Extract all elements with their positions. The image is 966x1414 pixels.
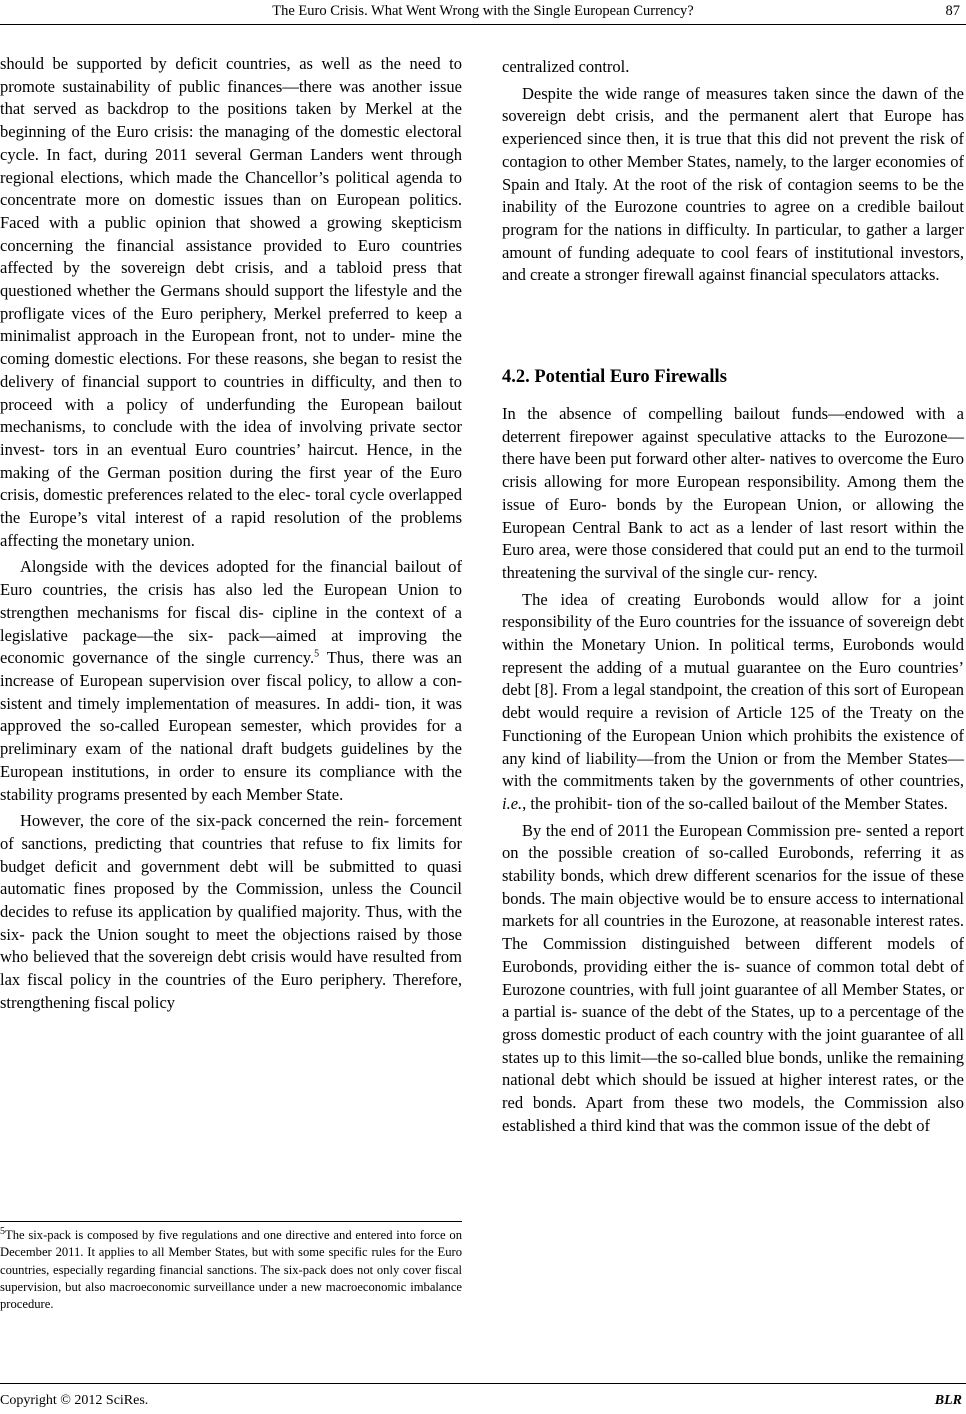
paragraph-text: , the prohibit- tion of the so-called bailout of the Member States. (522, 793, 948, 813)
left-column (0, 53, 462, 1015)
footnote (0, 1227, 462, 1313)
paragraph: By the end of 2011 the European Commission pre- sented a report on the possible creation of so-called Eurobonds, referring it as stability bonds, which drew different scenarios for the issue of these bonds. The main objective would be to ensure access to international markets for all countries in the Eurozone, at reasonable interest rates. The Commission distinguished between different models of Eurobonds, providing either the is- suance of common total debt of Eurozone countries, with full joint guarantee of all Member States, or a partial is- suance of the debt of the States, up to a percentage of the gross domestic product of each country with the joint guarantee of all states up to this limit—the so-called blue bonds, unlike the remaining national debt which should be issued at higher interest rates, or the red bonds. Apart from these two models, the Commission also established a third kind that was the common issue of the debt of (502, 820, 964, 1135)
footnote-reference: 5 (314, 648, 320, 660)
footnote-marker: 5 (0, 1225, 5, 1237)
paragraph: centralized control. (502, 57, 630, 76)
paragraph-text: Thus, there was an increase of European supervision over fiscal policy, to allow a con- sistent and timely implementation of measures. In addi- tion, it was approved the so-called European semester, which provides for a preliminary exam of the national draft budgets guidelines by the European institutions, in order to ensure its compliance with the stability programs presented by each Member State. (0, 648, 462, 804)
footnote-text: The six-pack is composed by five regulations and one directive and entered into force on December 2011. It applies to all Member States, but with some specific rules for the Euro countries, especially regarding financial sanctions. The six-pack does not only cover fiscal supervision, but also macroeconomic surveillance under a new macroeconomic imbalance procedure. (0, 1228, 462, 1312)
footnote-divider (0, 1221, 462, 1222)
paragraph: In the absence of compelling bailout funds—endowed with a deterrent firepower against speculative attacks to the Eurozone—there have been put forward other alter- natives to overcome the Euro crisis allowing for more European responsibility. Among them the issue of Euro- bonds by the European Union, or allowing the European Central Bank to act as a lender of last resort within the Euro area, were those considered that could put an end to the turmoil threatening the survival of the single cur- rency. (502, 404, 964, 582)
running-title: The Euro Crisis. What Went Wrong with the Single European Currency? (272, 3, 694, 19)
right-column-top (502, 56, 964, 287)
section-heading: 4.2. Potential Euro Firewalls (502, 367, 727, 387)
page-number: 87 (945, 3, 960, 19)
paragraph (502, 589, 964, 816)
page-header (0, 0, 966, 26)
paragraph: Despite the wide range of measures taken since the dawn of the sovereign debt crisis, and the permanent alert that Europe has experienced since then, it is true that this did not prevent the risk of contagion to other Member States, namely, to the larger economies of Spain and Italy. At the root of the risk of contagion seems to be the inability of the Eurozone countries to agree on a credible bailout program for the nations in difficulty. In particular, to gather a larger amount of funding adequate to cool fears of institutional investors, and create a stronger firewall against financial speculators attacks. (502, 83, 964, 285)
paragraph-text: The idea of creating Eurobonds would allow for a joint responsibility of the Euro countries for the issuance of sovereign debt within the Monetary Union. In political terms, Eurobonds would represent the adding of a mutual guarantee on the Euro countries’ debt [8]. From a legal standpoint, the creation of this sort of European debt would require a revision of Article 125 of the Treaty on the Functioning of the European Union which prohibits the existence of any kind of liability—from the Union or from the Member States—with the commitments taken by the governments of other countries, (502, 589, 964, 791)
footer-divider (0, 1383, 966, 1384)
journal-abbreviation: BLR (934, 1393, 962, 1408)
paragraph: However, the core of the six-pack concerned the rein- forcement of sanctions, predicting that countries that refuse to fix limits for budget deficit and government debt will be submitted to quasi automatic fines proposed by the Commission, unless the Council decides to refuse its application by qualified majority. Thus, with the six- pack the Union sought to meet the objections raised by those who believed that the sovereign debt crisis would have resulted from lax fiscal policy in the countries of the Euro periphery. Therefore, strengthening fiscal policy (0, 811, 462, 1012)
header-divider (0, 24, 966, 25)
right-column-bottom (502, 403, 964, 1138)
copyright: Copyright © 2012 SciRes. (0, 1393, 149, 1408)
paragraph-text: Alongside with the devices adopted for the financial bailout of Euro countries, the crisis has also led the European Union to strengthen mechanisms for fiscal dis- cipline in the context of a legislative package—the six- pack—aimed at improving the economic governance of the single currency. (0, 557, 462, 668)
italic-text: i.e. (502, 793, 523, 813)
paragraph: should be supported by deficit countries, as well as the need to promote sustainability of public finances—there was another issue that served as backdrop to the positions taken by Merkel at the beginning of the Euro crisis: the managing of the domestic electoral cycle. In fact, during 2011 several German Landers went through regional elections, which made the Chancellor’s political agenda to concentrate more on domestic issues than on European politics. Faced with a public opinion that showed a growing skepticism concerning the financial assistance provided to Euro countries affected by the sovereign debt crisis, and a tabloid press that questioned whether the Germans should support the lifestyle and the profligate vices of the Euro periphery, Merkel preferred to keep a minimalist approach in the European front, not to under- mine the coming domestic elections. For these reasons, she began to resist the delivery of financial support to countries in difficulty, and then to proceed with a policy of underfunding the European bailout mechanisms, to conclude with the idea of involving private sector invest- tors in an eventual Euro countries’ haircut. Hence, in the making of the German position during the first year of the Euro crisis, domestic preferences related to the elec- toral cycle overlapped the Europe’s vital interest of a rapid resolution of the problems affecting the monetary union. (0, 54, 462, 550)
paragraph (0, 556, 462, 806)
